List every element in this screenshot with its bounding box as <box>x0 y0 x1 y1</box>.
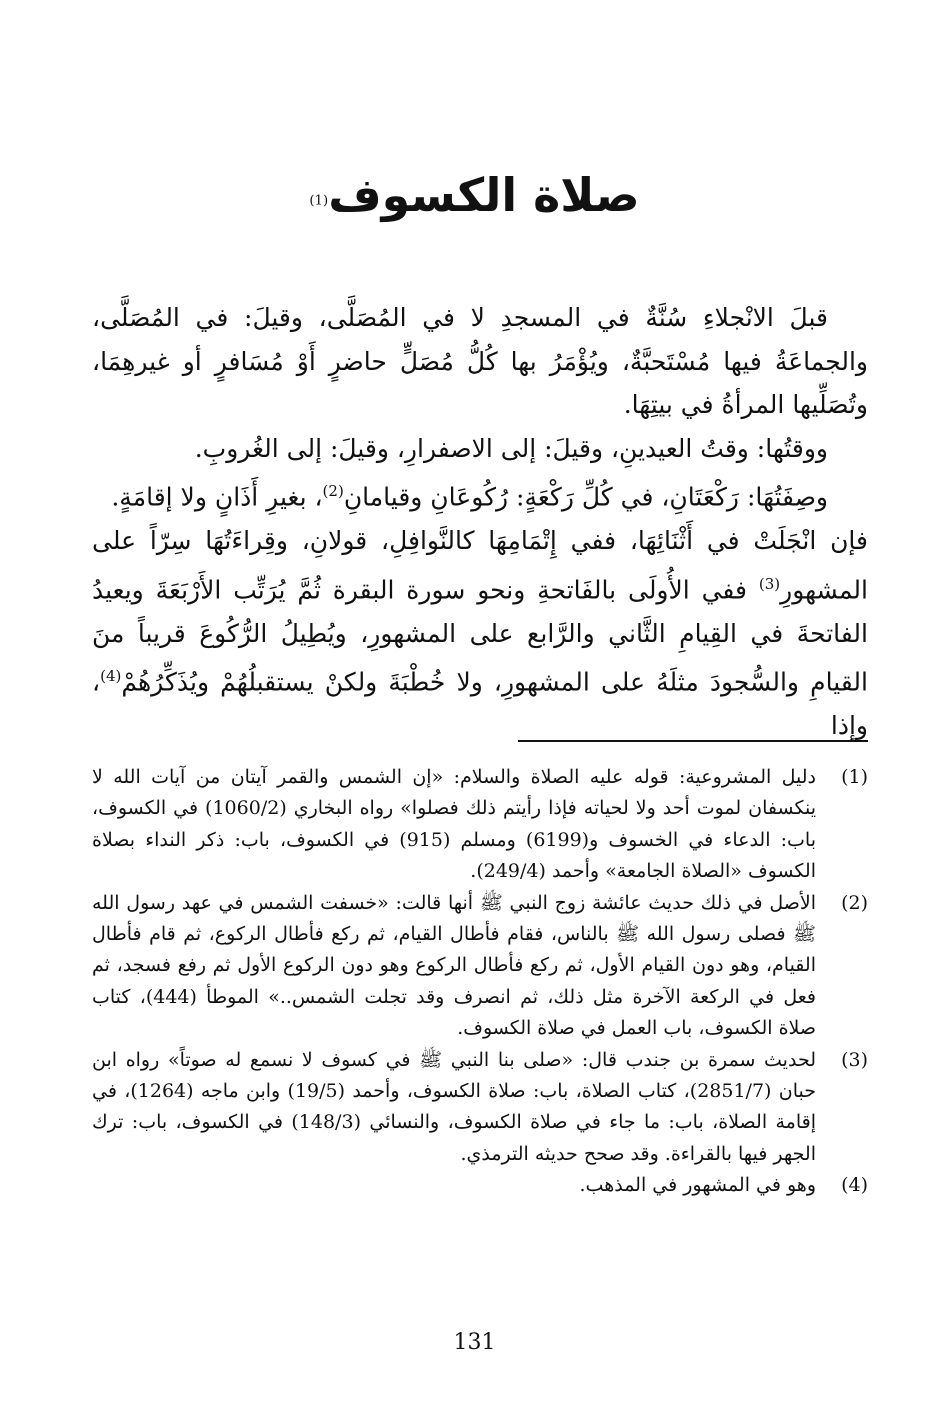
footnotes <box>92 762 868 1202</box>
main-text <box>92 296 868 748</box>
paragraph <box>92 519 868 748</box>
paragraph: ووقتُها: وقتُ العيدينِ، وقيلَ: إلى الاصفرارِ، وقيلَ: إلى الغُروبِ. <box>194 433 828 463</box>
paragraph-text: ، وإذا <box>92 667 868 741</box>
footnote-text: وهو في المشهور في المذهب. <box>579 1174 816 1197</box>
paragraph-text: وصِفَتُهَا: رَكْعَتَانِ، في كُلِّ رَكْعَةٍ: رُكُوعَانِ وقيامانِ <box>343 482 828 512</box>
footnote-ref: (2) <box>322 482 344 501</box>
title-footnote-ref: (1) <box>309 193 329 209</box>
footnote <box>92 1045 868 1171</box>
paragraph-text: ، بغيرِ أَذَانٍ ولا إقامَةٍ. <box>111 482 323 512</box>
footnote-text: دليل المشروعية: قوله عليه الصلاة والسلام: «إن الشمس والقمر آيتان من آيات الله لا ينكسفان لموت أحد ولا لحياته فإذا رأيتم ذلك فصلوا» رواه البخاري (1060/2) في الكسوف، باب: الدعاء في الخسوف و(6199) ومسلم (915) في الكسوف، باب: ذكر النداء بصلاة الكسوف «الصلاة الجامعة» وأحمد (249/4). <box>92 766 816 883</box>
paragraph-text: ففي الأُولَى بالفَاتحةِ ونحو سورة البقرة ثُمَّ يُرَتِّب الأَرْبَعَةَ ويعيدُ الفاتحةَ في القِيامِ الثَّاني والرَّابع على المشهورِ، ويُطِيلُ الرُّكُوعَ قريباً منَ القيامِ والسُّجودَ مثلَهُ على المشهورِ، ولا خُطْبَةَ ولكنْ يستقبلُهُمْ ويُذَكِّرُهُمْ <box>92 575 868 697</box>
footnote <box>92 762 868 888</box>
footnote-separator <box>518 740 868 742</box>
paragraph <box>92 470 868 519</box>
footnote-ref: (4) <box>100 667 122 686</box>
footnote-number: (1) <box>841 766 868 788</box>
footnote-number: (2) <box>841 891 868 914</box>
footnote-number: (4) <box>841 1174 868 1197</box>
paragraph: قبلَ الانْجلاءِ سُنَّةٌ في المسجدِ لا في المُصَلَّى، وقيلَ: في المُصَلَّى، والجماعَةُ فيها مُسْتَحبَّةٌ، ويُؤْمَرُ بها كُلُّ مُصَلٍّ حاضرٍ أَوْ مُسَافرٍ أو غيرهِمَا، وتُصَلِّيها المرأةُ في بيتِهَا. <box>92 303 868 420</box>
footnote <box>92 1170 868 1201</box>
footnote-ref: (3) <box>758 574 781 593</box>
footnote-text: لحديث سمرة بن جندب قال: «صلى بنا النبي ﷺ في كسوف لا نسمع له صوتاً» رواه ابن حبان (2851/7)، كتاب الصلاة، باب: صلاة الكسوف، وأحمد (19/5) وابن ماجه (1264)، في إقامة الصلاة، باب: ما جاء في صلاة الكسوف، والنسائي (148/3) في الكسوف، باب: ترك الجهر فيها بالقراءة. وقد صحح حديثه الترمذي. <box>92 1048 816 1165</box>
footnote-number: (3) <box>841 1048 868 1071</box>
chapter-title: صلاة الكسوف <box>328 168 640 222</box>
footnote <box>92 888 868 1045</box>
chapter-heading <box>0 168 949 222</box>
paragraph-text: فإن انْجَلَتْ في أَثْنَائِهَا، ففي إِتْمَامِهَا كالنَّوافِلِ، قولانِ، وقِراءَتُهَا سِرّاً على المشهورِ <box>92 526 868 605</box>
footnote-text: الأصل في ذلك حديث عائشة زوج النبي ﷺ أنها قالت: «خسفت الشمس في عهد رسول الله ﷺ فصلى رسول الله ﷺ بالناس، فقام فأطال القيام، ثم ركع فأطال الركوع، ثم قام فأطال القيام، وهو دون القيام الأول، ثم ركع فأطال الركوع وهو دون الركوع الأول ثم رفع فسجد، ثم فعل في الركعة الآخرة مثل ذلك، ثم انصرف وقد تجلت الشمس..» الموطأ (444)، كتاب صلاة الكسوف، باب العمل في صلاة الكسوف. <box>92 891 816 1040</box>
page-number: 131 <box>453 1330 496 1355</box>
